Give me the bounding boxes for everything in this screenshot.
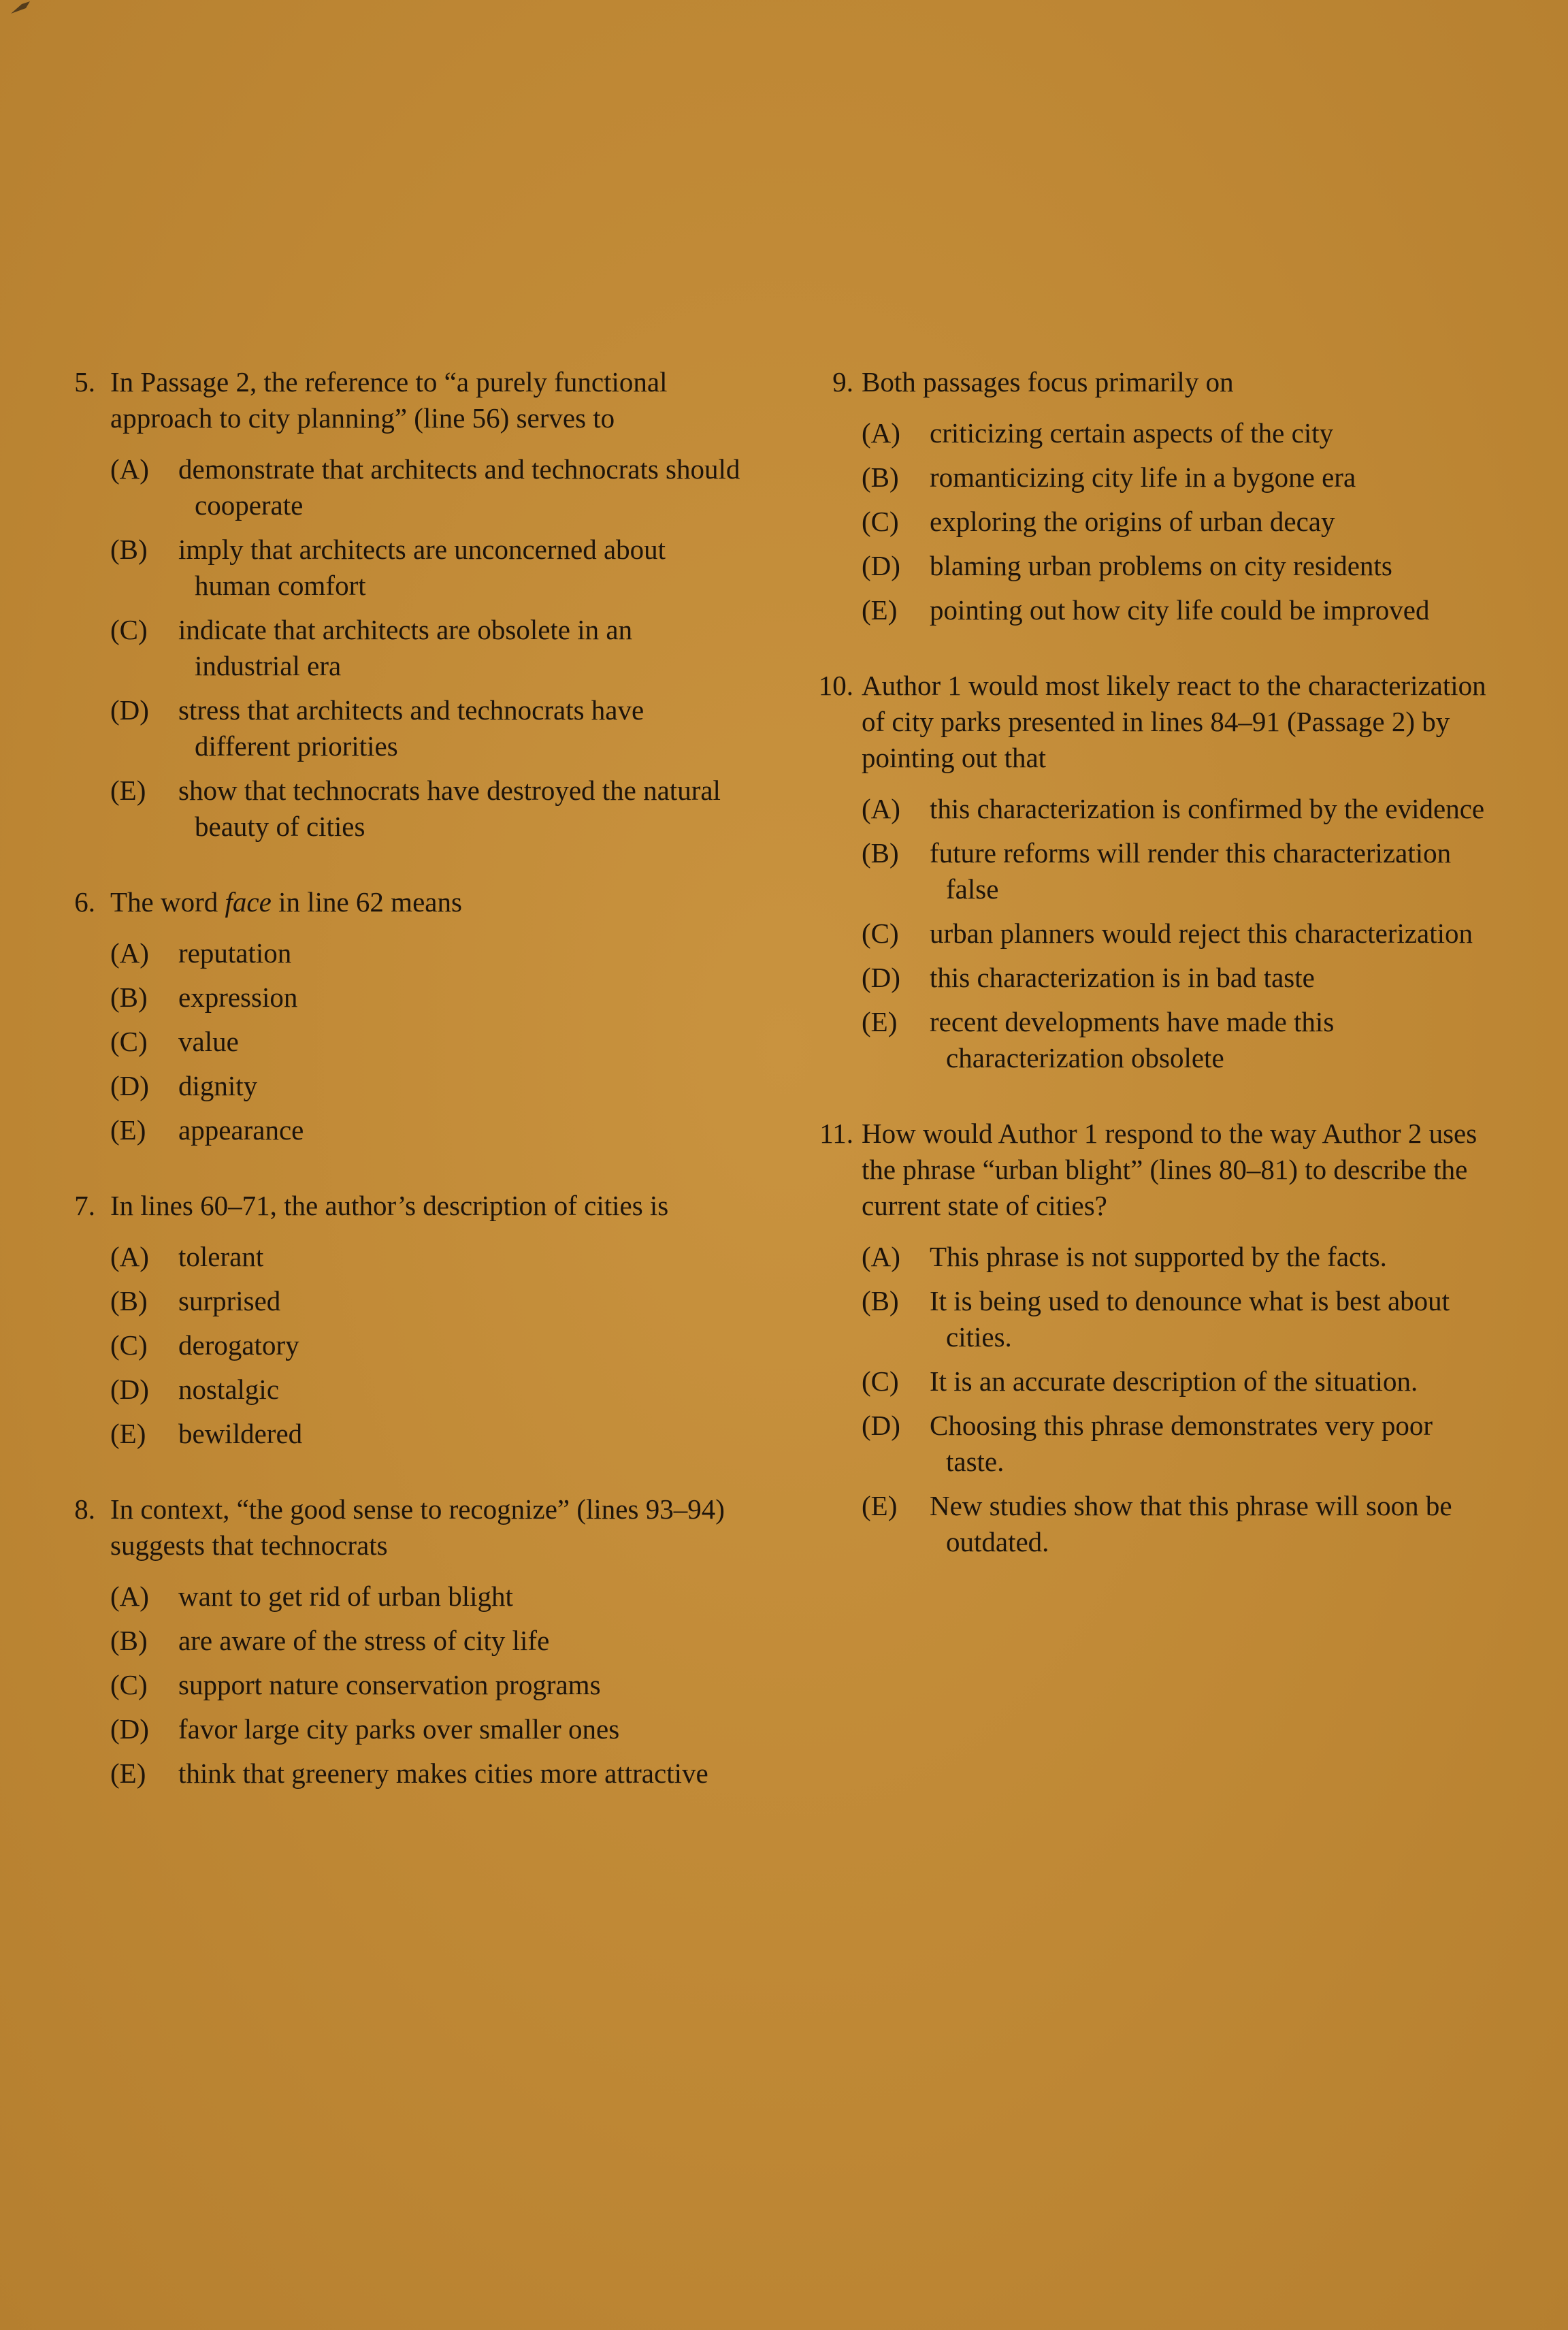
question-stem xyxy=(110,884,742,920)
option-letter: (D) xyxy=(110,1070,149,1101)
answer-option-b[interactable] xyxy=(110,980,742,1016)
answer-option-b[interactable] xyxy=(110,1283,742,1319)
answer-option-e[interactable] xyxy=(862,1488,1490,1560)
option-text: are aware of the stress of city life xyxy=(178,1625,550,1656)
answer-option-d[interactable] xyxy=(110,1372,742,1408)
option-letter: (B) xyxy=(862,462,899,493)
answer-option-e[interactable] xyxy=(110,773,742,845)
answer-option-d[interactable] xyxy=(862,1408,1490,1480)
option-letter: (E) xyxy=(862,1490,898,1521)
option-letter: (C) xyxy=(110,1026,148,1057)
question-stem: Author 1 would most likely react to the characterization of city parks presented in lines 84–91 (Passage 2) by pointing out that xyxy=(862,670,1486,773)
option-letter: (D) xyxy=(110,694,149,726)
option-text: It is being used to denounce what is best about cities. xyxy=(930,1285,1450,1353)
answer-option-c[interactable] xyxy=(110,612,742,684)
question-stem: In lines 60–71, the author’s description of cities is xyxy=(110,1190,669,1221)
option-text: appearance xyxy=(178,1114,304,1146)
answer-option-b[interactable] xyxy=(862,835,1490,907)
answer-option-c[interactable] xyxy=(110,1327,742,1363)
answer-option-c[interactable] xyxy=(862,916,1490,952)
answer-option-b[interactable] xyxy=(110,1623,742,1659)
option-text: nostalgic xyxy=(178,1374,280,1405)
option-letter: (A) xyxy=(862,793,900,824)
option-text: romanticizing city life in a bygone era xyxy=(930,462,1356,493)
option-text: indicate that architects are obsolete in an industrial era xyxy=(178,614,633,681)
option-letter: (E) xyxy=(862,1006,898,1037)
answer-option-c[interactable] xyxy=(862,504,1490,540)
option-text: favor large city parks over smaller ones xyxy=(178,1713,620,1745)
option-letter: (A) xyxy=(110,453,149,485)
question-9 xyxy=(796,364,1490,628)
option-letter: (A) xyxy=(110,937,149,969)
option-text: support nature conservation programs xyxy=(178,1669,601,1700)
option-text: derogatory xyxy=(178,1329,299,1361)
option-letter: (A) xyxy=(110,1241,149,1272)
question-6 xyxy=(48,884,742,1148)
question-stem: How would Author 1 respond to the way Author 2 uses the phrase “urban blight” (lines 80–81) to describe the current state of cities? xyxy=(862,1118,1477,1221)
option-text: criticizing certain aspects of the city xyxy=(930,417,1334,449)
answer-option-e[interactable] xyxy=(110,1755,742,1792)
stem-text: The word xyxy=(110,886,225,918)
question-5 xyxy=(48,364,742,845)
answer-option-b[interactable] xyxy=(862,1283,1490,1355)
option-text: bewildered xyxy=(178,1418,303,1449)
answer-option-a[interactable] xyxy=(110,1239,742,1275)
option-letter: (D) xyxy=(862,962,900,993)
option-letter: (D) xyxy=(862,550,900,581)
answer-option-d[interactable] xyxy=(110,1711,742,1747)
option-letter: (B) xyxy=(110,1625,148,1656)
question-11 xyxy=(796,1116,1490,1560)
question-stem: In Passage 2, the reference to “a purely functional approach to city planning” (line 56) serves to xyxy=(110,366,668,434)
stem-emphasis: face xyxy=(225,886,272,918)
answer-option-e[interactable] xyxy=(110,1416,742,1452)
option-letter: (C) xyxy=(110,1329,148,1361)
option-letter: (A) xyxy=(110,1581,149,1612)
question-number: 8. xyxy=(74,1493,95,1525)
question-number: 5. xyxy=(74,366,95,398)
option-letter: (B) xyxy=(862,1285,899,1316)
option-text: stress that architects and technocrats have different priorities xyxy=(178,694,644,762)
option-text: tolerant xyxy=(178,1241,264,1272)
option-text: future reforms will render this characterization false xyxy=(930,837,1452,905)
answer-option-d[interactable] xyxy=(110,692,742,764)
question-7 xyxy=(48,1188,742,1452)
answer-option-e[interactable] xyxy=(862,592,1490,628)
question-number: 11. xyxy=(819,1118,853,1149)
right-column xyxy=(796,364,1490,1600)
option-letter: (B) xyxy=(862,837,899,869)
answer-option-a[interactable] xyxy=(110,935,742,971)
option-text: Choosing this phrase demonstrates very poor taste. xyxy=(930,1410,1433,1477)
option-text: show that technocrats have destroyed the natural beauty of cities xyxy=(178,775,721,842)
answer-option-c[interactable] xyxy=(110,1024,742,1060)
option-letter: (D) xyxy=(110,1374,149,1405)
option-letter: (A) xyxy=(862,417,900,449)
option-text: reputation xyxy=(178,937,292,969)
question-number: 9. xyxy=(832,366,853,398)
answer-option-a[interactable] xyxy=(862,1239,1490,1275)
option-letter: (A) xyxy=(862,1241,900,1272)
option-letter: (E) xyxy=(110,1418,146,1449)
option-text: demonstrate that architects and technocrats should cooperate xyxy=(178,453,740,521)
option-text: think that greenery makes cities more attractive xyxy=(178,1758,708,1789)
option-text: this characterization is confirmed by the evidence xyxy=(930,793,1485,824)
answer-option-e[interactable] xyxy=(862,1004,1490,1076)
option-text: It is an accurate description of the situation. xyxy=(930,1365,1418,1397)
option-letter: (B) xyxy=(110,534,148,565)
option-text: This phrase is not supported by the facts. xyxy=(930,1241,1387,1272)
option-text: this characterization is in bad taste xyxy=(930,962,1315,993)
answer-option-c[interactable] xyxy=(110,1667,742,1703)
option-letter: (E) xyxy=(862,594,898,626)
option-letter: (C) xyxy=(862,918,899,949)
answer-option-e[interactable] xyxy=(110,1112,742,1148)
option-text: urban planners would reject this characterization xyxy=(930,918,1473,949)
option-text: surprised xyxy=(178,1285,281,1316)
option-letter: (B) xyxy=(110,982,148,1013)
option-text: New studies show that this phrase will soon be outdated. xyxy=(930,1490,1452,1557)
stem-text: in line 62 means xyxy=(271,886,462,918)
answer-option-b[interactable] xyxy=(110,532,742,604)
option-letter: (E) xyxy=(110,1758,146,1789)
left-column xyxy=(48,364,742,1831)
pencil-mark-icon xyxy=(10,0,37,15)
question-stem: Both passages focus primarily on xyxy=(862,366,1234,398)
option-letter: (B) xyxy=(110,1285,148,1316)
question-number: 6. xyxy=(74,886,95,918)
question-stem: In context, “the good sense to recognize” (lines 93–94) suggests that technocrats xyxy=(110,1493,725,1561)
option-text: want to get rid of urban blight xyxy=(178,1581,513,1612)
option-letter: (C) xyxy=(862,506,899,537)
option-text: exploring the origins of urban decay xyxy=(930,506,1335,537)
answer-option-a[interactable] xyxy=(110,451,742,523)
answer-option-a[interactable] xyxy=(110,1579,742,1615)
option-text: blaming urban problems on city residents xyxy=(930,550,1392,581)
question-10 xyxy=(796,668,1490,1076)
option-letter: (C) xyxy=(110,1669,148,1700)
option-text: value xyxy=(178,1026,239,1057)
question-number: 7. xyxy=(74,1190,95,1221)
question-8 xyxy=(48,1491,742,1792)
option-text: dignity xyxy=(178,1070,258,1101)
option-text: expression xyxy=(178,982,298,1013)
answer-option-d[interactable] xyxy=(862,960,1490,996)
answer-option-a[interactable] xyxy=(862,791,1490,827)
option-text: pointing out how city life could be improved xyxy=(930,594,1430,626)
answer-option-d[interactable] xyxy=(110,1068,742,1104)
option-letter: (E) xyxy=(110,1114,146,1146)
option-text: recent developments have made this characterization obsolete xyxy=(930,1006,1335,1073)
option-text: imply that architects are unconcerned about human comfort xyxy=(178,534,666,601)
question-number: 10. xyxy=(818,670,853,701)
answer-option-b[interactable] xyxy=(862,459,1490,496)
option-letter: (D) xyxy=(110,1713,149,1745)
answer-option-d[interactable] xyxy=(862,548,1490,584)
answer-option-a[interactable] xyxy=(862,415,1490,451)
option-letter: (D) xyxy=(862,1410,900,1441)
option-letter: (E) xyxy=(110,775,146,806)
option-letter: (C) xyxy=(110,614,148,645)
option-letter: (C) xyxy=(862,1365,899,1397)
answer-option-c[interactable] xyxy=(862,1363,1490,1399)
